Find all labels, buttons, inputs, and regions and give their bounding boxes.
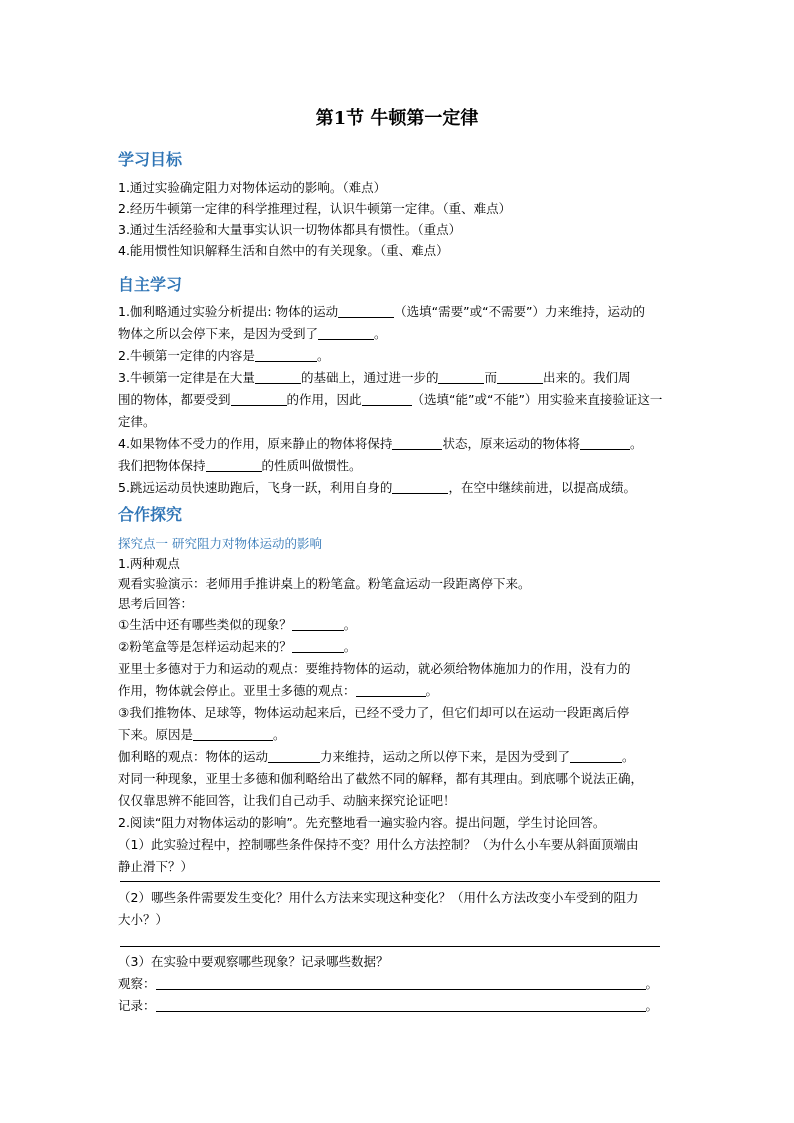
fill-blank[interactable]: [438, 370, 484, 384]
fill-blank[interactable]: [193, 727, 273, 741]
page-title: 第1节 牛顿第一定律: [315, 108, 479, 129]
fill-blank[interactable]: [156, 998, 646, 1012]
fill-blank[interactable]: [156, 976, 646, 990]
self-q1-line1: 1.伽利略通过实验分析提出: 物体的运动 （选填“需要”或“不需要”）力来维持，运动的: [118, 304, 646, 319]
fill-blank[interactable]: [318, 326, 374, 340]
explore-text: 仅仅靠思辨不能回答，让我们自己动手、动脑来探究论证吧！: [118, 793, 456, 808]
answer-line[interactable]: [120, 945, 660, 947]
fill-blank[interactable]: [570, 749, 622, 763]
explore-text: 伽利略的观点：物体的运动 力来维持，运动之所以停下来，是因为受到了 。: [118, 749, 635, 764]
explore-question: ②粉笔盒等是怎样运动起来的？ 。: [118, 639, 357, 654]
section-heading-goals: 学习目标: [118, 150, 183, 169]
goal-item: 3.通过生活经验和大量事实认识一切物体都具有惯性。（重点）: [118, 222, 462, 237]
explore-point-title: 探究点一 研究阻力对物体运动的影响: [118, 536, 322, 551]
fill-blank[interactable]: [497, 370, 543, 384]
observe-line: 观察： 。: [118, 976, 659, 991]
goal-item: 1.通过实验确定阻力对物体运动的影响。（难点）: [118, 180, 387, 195]
fill-blank[interactable]: [268, 749, 320, 763]
explore-text: 下来。原因是 。: [118, 727, 286, 742]
fill-blank[interactable]: [231, 392, 287, 406]
self-q3-line3: 定律。: [118, 414, 156, 429]
fill-blank[interactable]: [255, 370, 301, 384]
fill-blank[interactable]: [392, 480, 448, 494]
self-q2: 2.牛顿第一定律的内容是 。: [118, 348, 330, 363]
self-q3-line2: 围的物体，都要受到 的作用，因此 （选填“能”或“不能”）用实验来直接验证这一: [118, 392, 663, 407]
fill-blank[interactable]: [338, 304, 394, 318]
self-q3-line1: 3.牛顿第一定律是在大量 的基础上，通过进一步的 而 出来的。我们周: [118, 370, 631, 385]
fill-blank[interactable]: [580, 436, 630, 450]
explore-text: 观看实验演示：老师用手推讲桌上的粉笔盒。粉笔盒运动一段距离停下来。: [118, 576, 531, 591]
self-q1-line2: 物体之所以会停下来，是因为受到了 。: [118, 326, 387, 341]
explore-text: 对同一种现象，亚里士多德和伽利略给出了截然不同的解释，都有其理由。到底哪个说法正确，: [118, 771, 644, 786]
fill-blank[interactable]: [292, 639, 344, 653]
fill-blank[interactable]: [292, 617, 344, 631]
fill-blank[interactable]: [206, 458, 262, 472]
explore-subheading: 1.两种观点: [118, 556, 180, 571]
explore-text: 作用，物体就会停止。亚里士多德的观点： 。: [118, 683, 439, 698]
explore-question: ①生活中还有哪些类似的现象？ 。: [118, 617, 357, 632]
answer-line[interactable]: [120, 880, 660, 882]
self-q5: 5.跳远运动员快速助跑后，飞身一跃，利用自身的 ，在空中继续前进，以提高成绩。: [118, 480, 636, 495]
explore-question: （3）在实验中要观察哪些现象？记录哪些数据？: [118, 954, 389, 969]
explore-text: 亚里士多德对于力和运动的观点：要维持物体的运动，就必须给物体施加力的作用，没有力的: [118, 661, 631, 676]
explore-question: 大小？）: [118, 912, 169, 927]
explore-question: 静止滑下？）: [118, 859, 194, 874]
section-heading-self-study: 自主学习: [118, 275, 183, 294]
self-q4-line2: 我们把物体保持 的性质叫做惯性。: [118, 458, 362, 473]
fill-blank[interactable]: [362, 392, 412, 406]
fill-blank[interactable]: [255, 348, 317, 362]
record-line: 记录： 。: [118, 998, 659, 1013]
explore-question: （2）哪些条件需要发生变化？用什么方法来实现这种变化？（用什么方法改变小车受到的阻力: [118, 890, 639, 905]
section-heading-explore: 合作探究: [118, 505, 183, 524]
fill-blank[interactable]: [392, 436, 442, 450]
explore-question: （1）此实验过程中，控制哪些条件保持不变？用什么方法控制？（为什么小车要从斜面顶端由: [118, 837, 639, 852]
explore-text: ③我们推物体、足球等，物体运动起来后，已经不受力了，但它们却可以在运动一段距离后停: [118, 705, 630, 720]
explore-text: 思考后回答：: [118, 596, 194, 611]
goal-item: 4.能用惯性知识解释生活和自然中的有关现象。（重、难点）: [118, 243, 449, 258]
explore-subheading: 2.阅读“阻力对物体运动的影响”。先充整地看一遍实验内容。提出问题，学生讨论回答。: [118, 815, 606, 830]
fill-blank[interactable]: [356, 683, 426, 697]
self-q4-line1: 4.如果物体不受力的作用，原来静止的物体将保持 状态，原来运动的物体将 。: [118, 436, 643, 451]
goal-item: 2.经历牛顿第一定律的科学推理过程，认识牛顿第一定律。（重、难点）: [118, 201, 512, 216]
